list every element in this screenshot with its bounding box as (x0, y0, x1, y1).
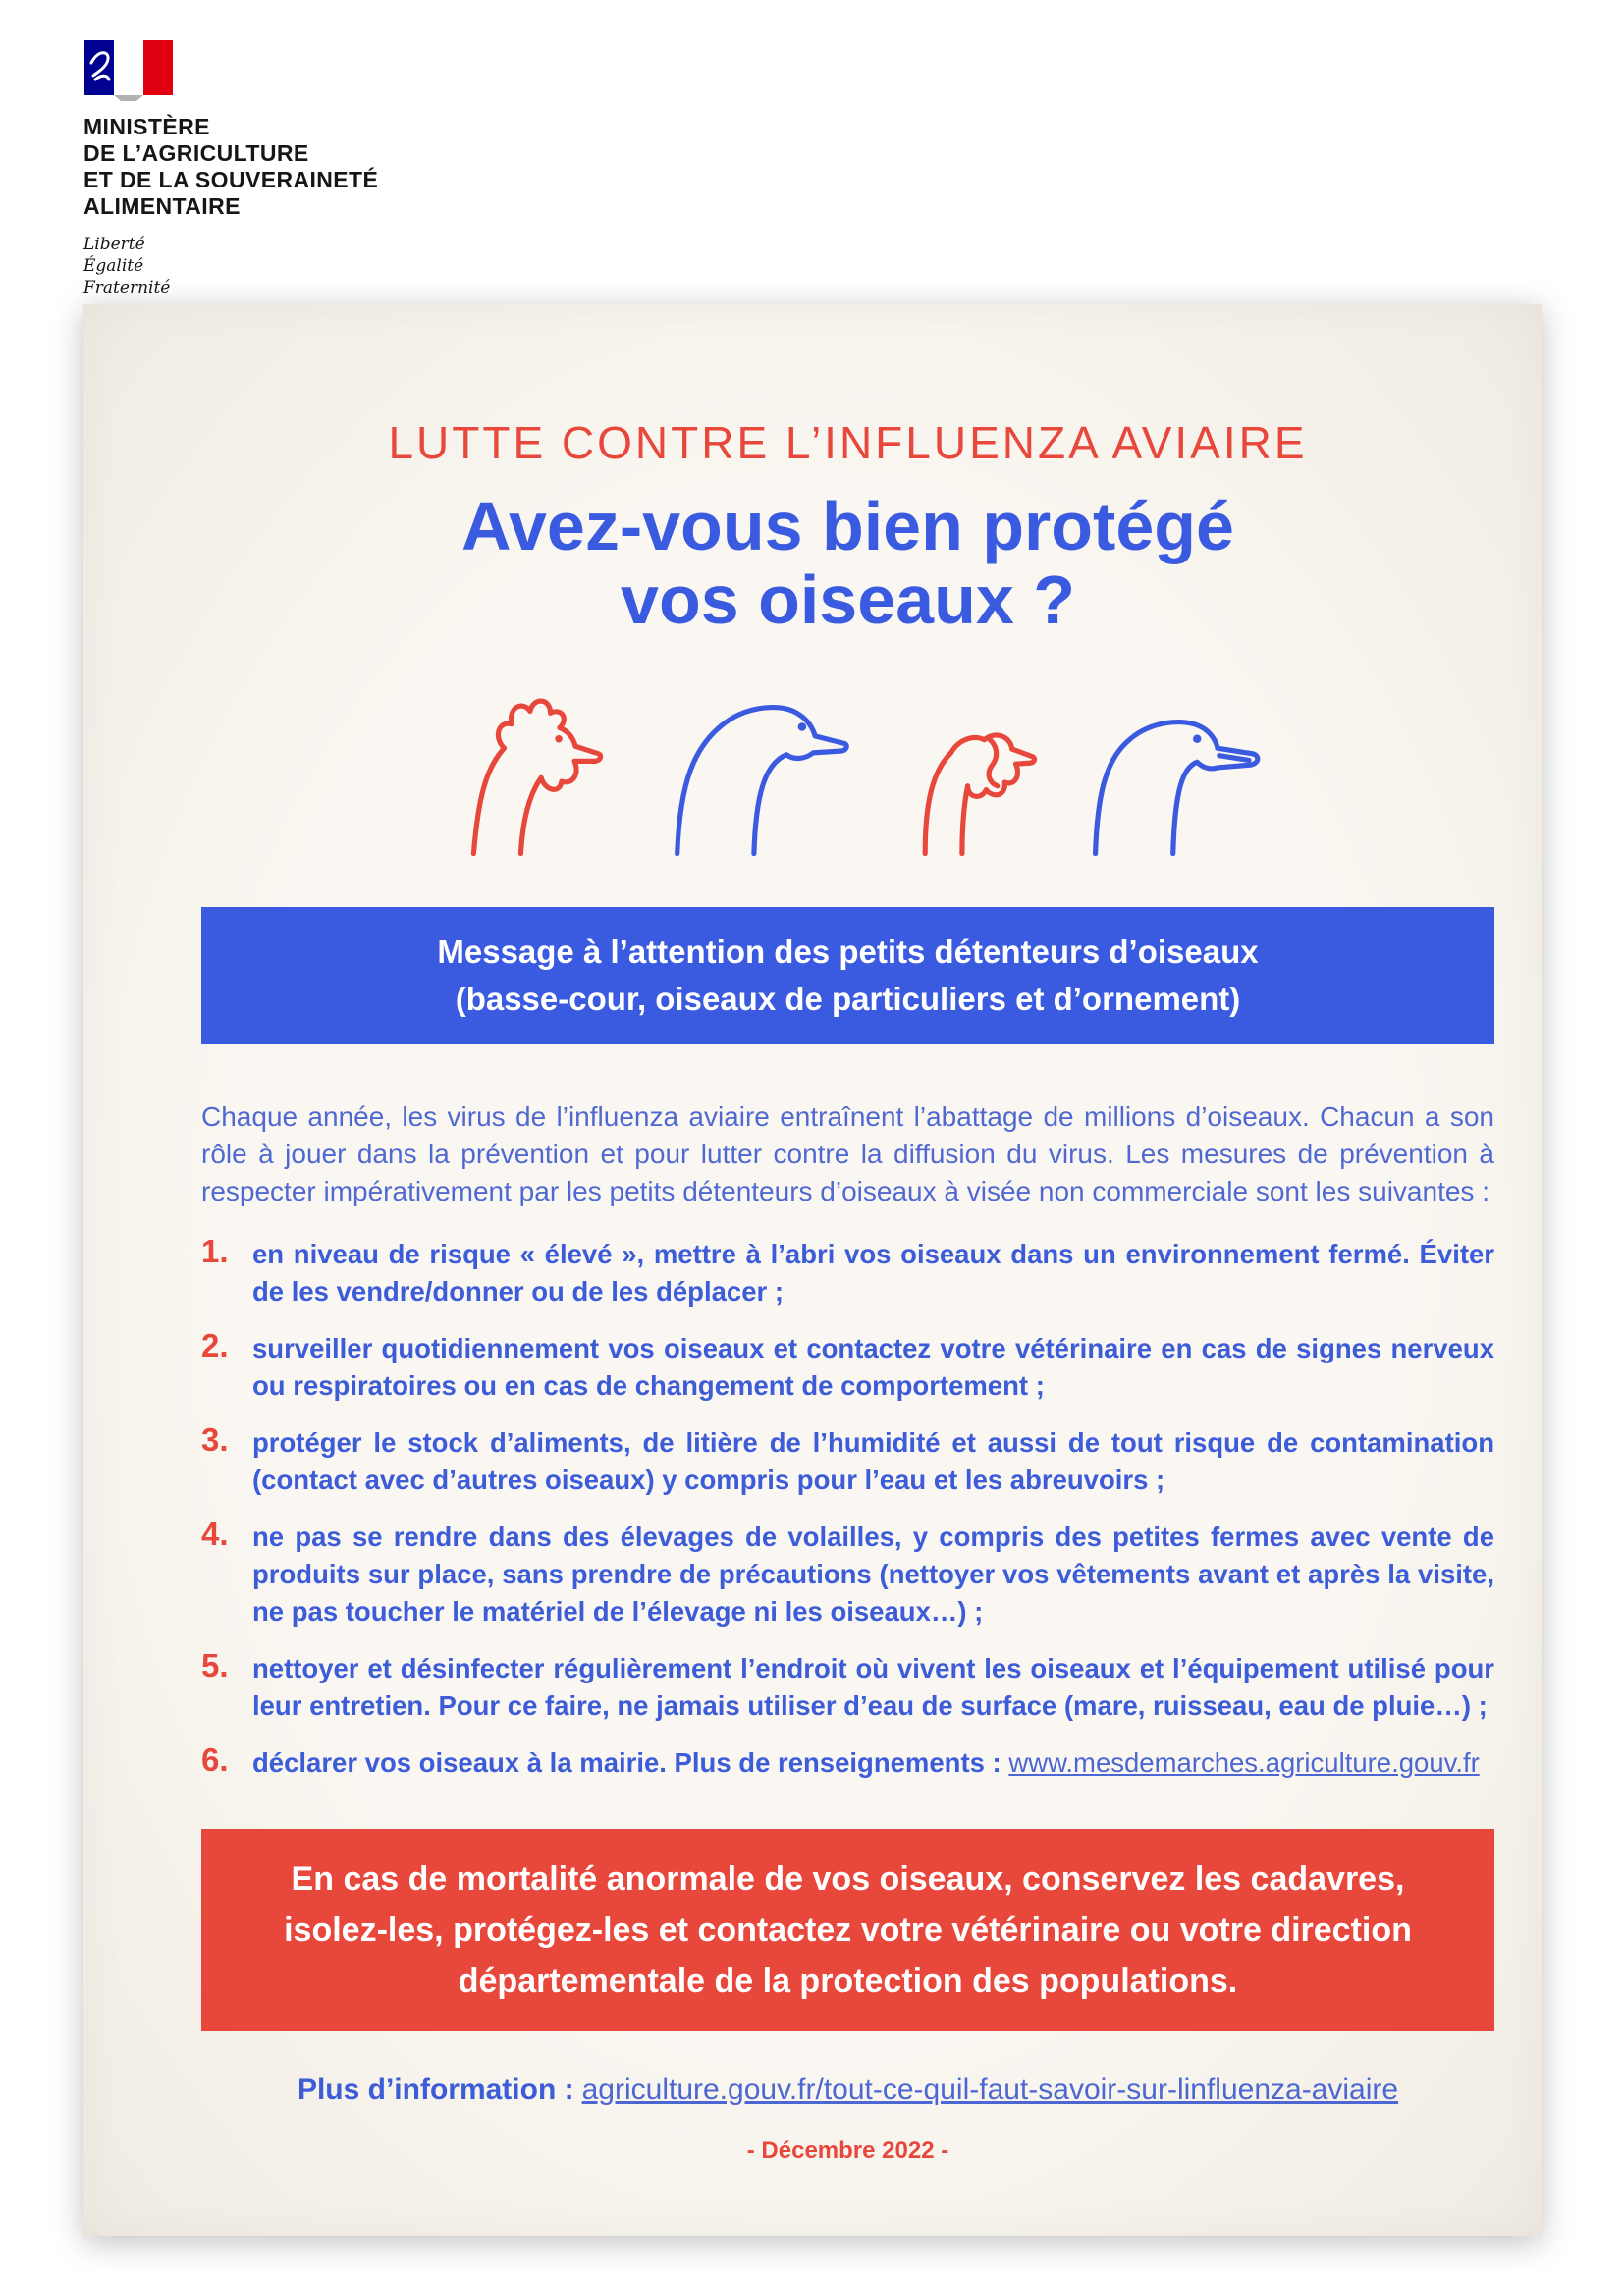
intro-paragraph: Chaque année, les virus de l’influenza aviaire entraînent l’abattage de millions d’oiseaux. Chacun a son rôle à jouer dans la prévention et pour lutter contre la diffusion du virus. Les mesures de prévention à respecter impérativement par les petits détenteurs d’oiseaux à visée non commerciale sont les suivantes : (201, 1101, 1494, 1206)
alert-line-3: départementale de la protection des populations. (458, 1962, 1238, 2000)
french-flag-icon (83, 39, 174, 102)
mesdemarches-link[interactable]: www.mesdemarches.agriculture.gouv.fr (1008, 1747, 1480, 1778)
surtitle: LUTTE CONTRE L’INFLUENZA AVIAIRE (388, 417, 1308, 468)
item-number: 4. (201, 1516, 229, 1552)
turkey-icon (925, 735, 1034, 854)
duck-icon (1095, 722, 1257, 854)
page-title (201, 490, 1494, 637)
item-text: protéger le stock d’aliments, de litière de l’humidité et aussi de tout risque de contamination (contact avec d’autres oiseaux) y compris pour l’eau et les abreuvoirs ; (252, 1427, 1494, 1495)
item-number: 6. (201, 1741, 229, 1778)
publication-date: - Décembre 2022 - (746, 2137, 949, 2163)
title-line-2: vos oiseaux ? (621, 561, 1075, 638)
item-number: 3. (201, 1421, 229, 1458)
alert-banner (201, 1829, 1494, 2031)
poster-card (83, 304, 1542, 2236)
list-item (201, 1421, 1494, 1499)
motto-line: Liberté (83, 235, 145, 254)
item-text-lead: déclarer vos oiseaux à la mairie. Plus de renseignements : (252, 1747, 1009, 1778)
alert-line-2: isolez-les, protégez-les et contactez votre vétérinaire ou votre direction (284, 1911, 1412, 1949)
motto-line: Fraternité (83, 278, 171, 297)
ministry-logo-block (83, 39, 496, 298)
item-number: 5. (201, 1647, 229, 1683)
chicken-icon (473, 701, 600, 854)
alert-line-1: En cas de mortalité anormale de vos oiseaux, conservez les cadavres, (291, 1860, 1405, 1897)
banner-line-1: Message à l’attention des petits détenteurs d’oiseaux (437, 934, 1259, 970)
list-item (201, 1647, 1494, 1725)
ministry-name-line: ET DE LA SOUVERAINETÉ (83, 167, 379, 192)
ministry-name (83, 114, 496, 220)
ministry-name-line: MINISTÈRE (83, 114, 210, 139)
list-item (201, 1327, 1494, 1405)
list-item (201, 1741, 1494, 1782)
more-info-label: Plus d’information : (297, 2073, 574, 2106)
item-text: ne pas se rendre dans des élevages de volailles, y compris des petites fermes avec vente de produits sur place, sans prendre de précautions (nettoyer vos vêtements avant et après la visite, ne pas toucher le matériel de l’élevage ni les oiseaux…) ; (252, 1522, 1494, 1627)
title-line-1: Avez-vous bien protégé (461, 488, 1234, 564)
motto-line: Égalité (83, 256, 144, 276)
audience-banner (201, 907, 1494, 1044)
more-info-line (201, 2072, 1494, 2108)
item-text: surveiller quotidiennement vos oiseaux et contactez votre vétérinaire en cas de signes nerveux ou respiratoires ou en cas de changement de comportement ; (252, 1333, 1494, 1401)
list-item (201, 1516, 1494, 1630)
item-text (252, 1747, 1480, 1778)
goose-icon (677, 708, 846, 854)
item-number: 1. (201, 1233, 229, 1269)
list-item (201, 1233, 1494, 1310)
item-text: en niveau de risque « élevé », mettre à l’abri vos oiseaux dans un environnement fermé. Éviter de les vendre/donner ou de les déplacer ; (252, 1239, 1494, 1307)
ministry-name-line: ALIMENTAIRE (83, 193, 241, 219)
banner-line-2: (basse-cour, oiseaux de particuliers et d’ornement) (455, 981, 1241, 1017)
birds-illustration (201, 655, 1494, 868)
republic-motto (83, 234, 496, 298)
ministry-name-line: DE L’AGRICULTURE (83, 140, 309, 166)
measures-list (201, 1233, 1494, 1782)
item-number: 2. (201, 1327, 229, 1363)
item-text: nettoyer et désinfecter régulièrement l’endroit où vivent les oiseaux et l’équipement utilisé pour leur entretien. Pour ce faire, ne jamais utiliser d’eau de surface (mare, ruisseau, eau de pluie…) ; (252, 1653, 1494, 1721)
agriculture-gouv-link[interactable]: agriculture.gouv.fr/tout-ce-quil-faut-savoir-sur-linfluenza-aviaire (581, 2073, 1399, 2106)
